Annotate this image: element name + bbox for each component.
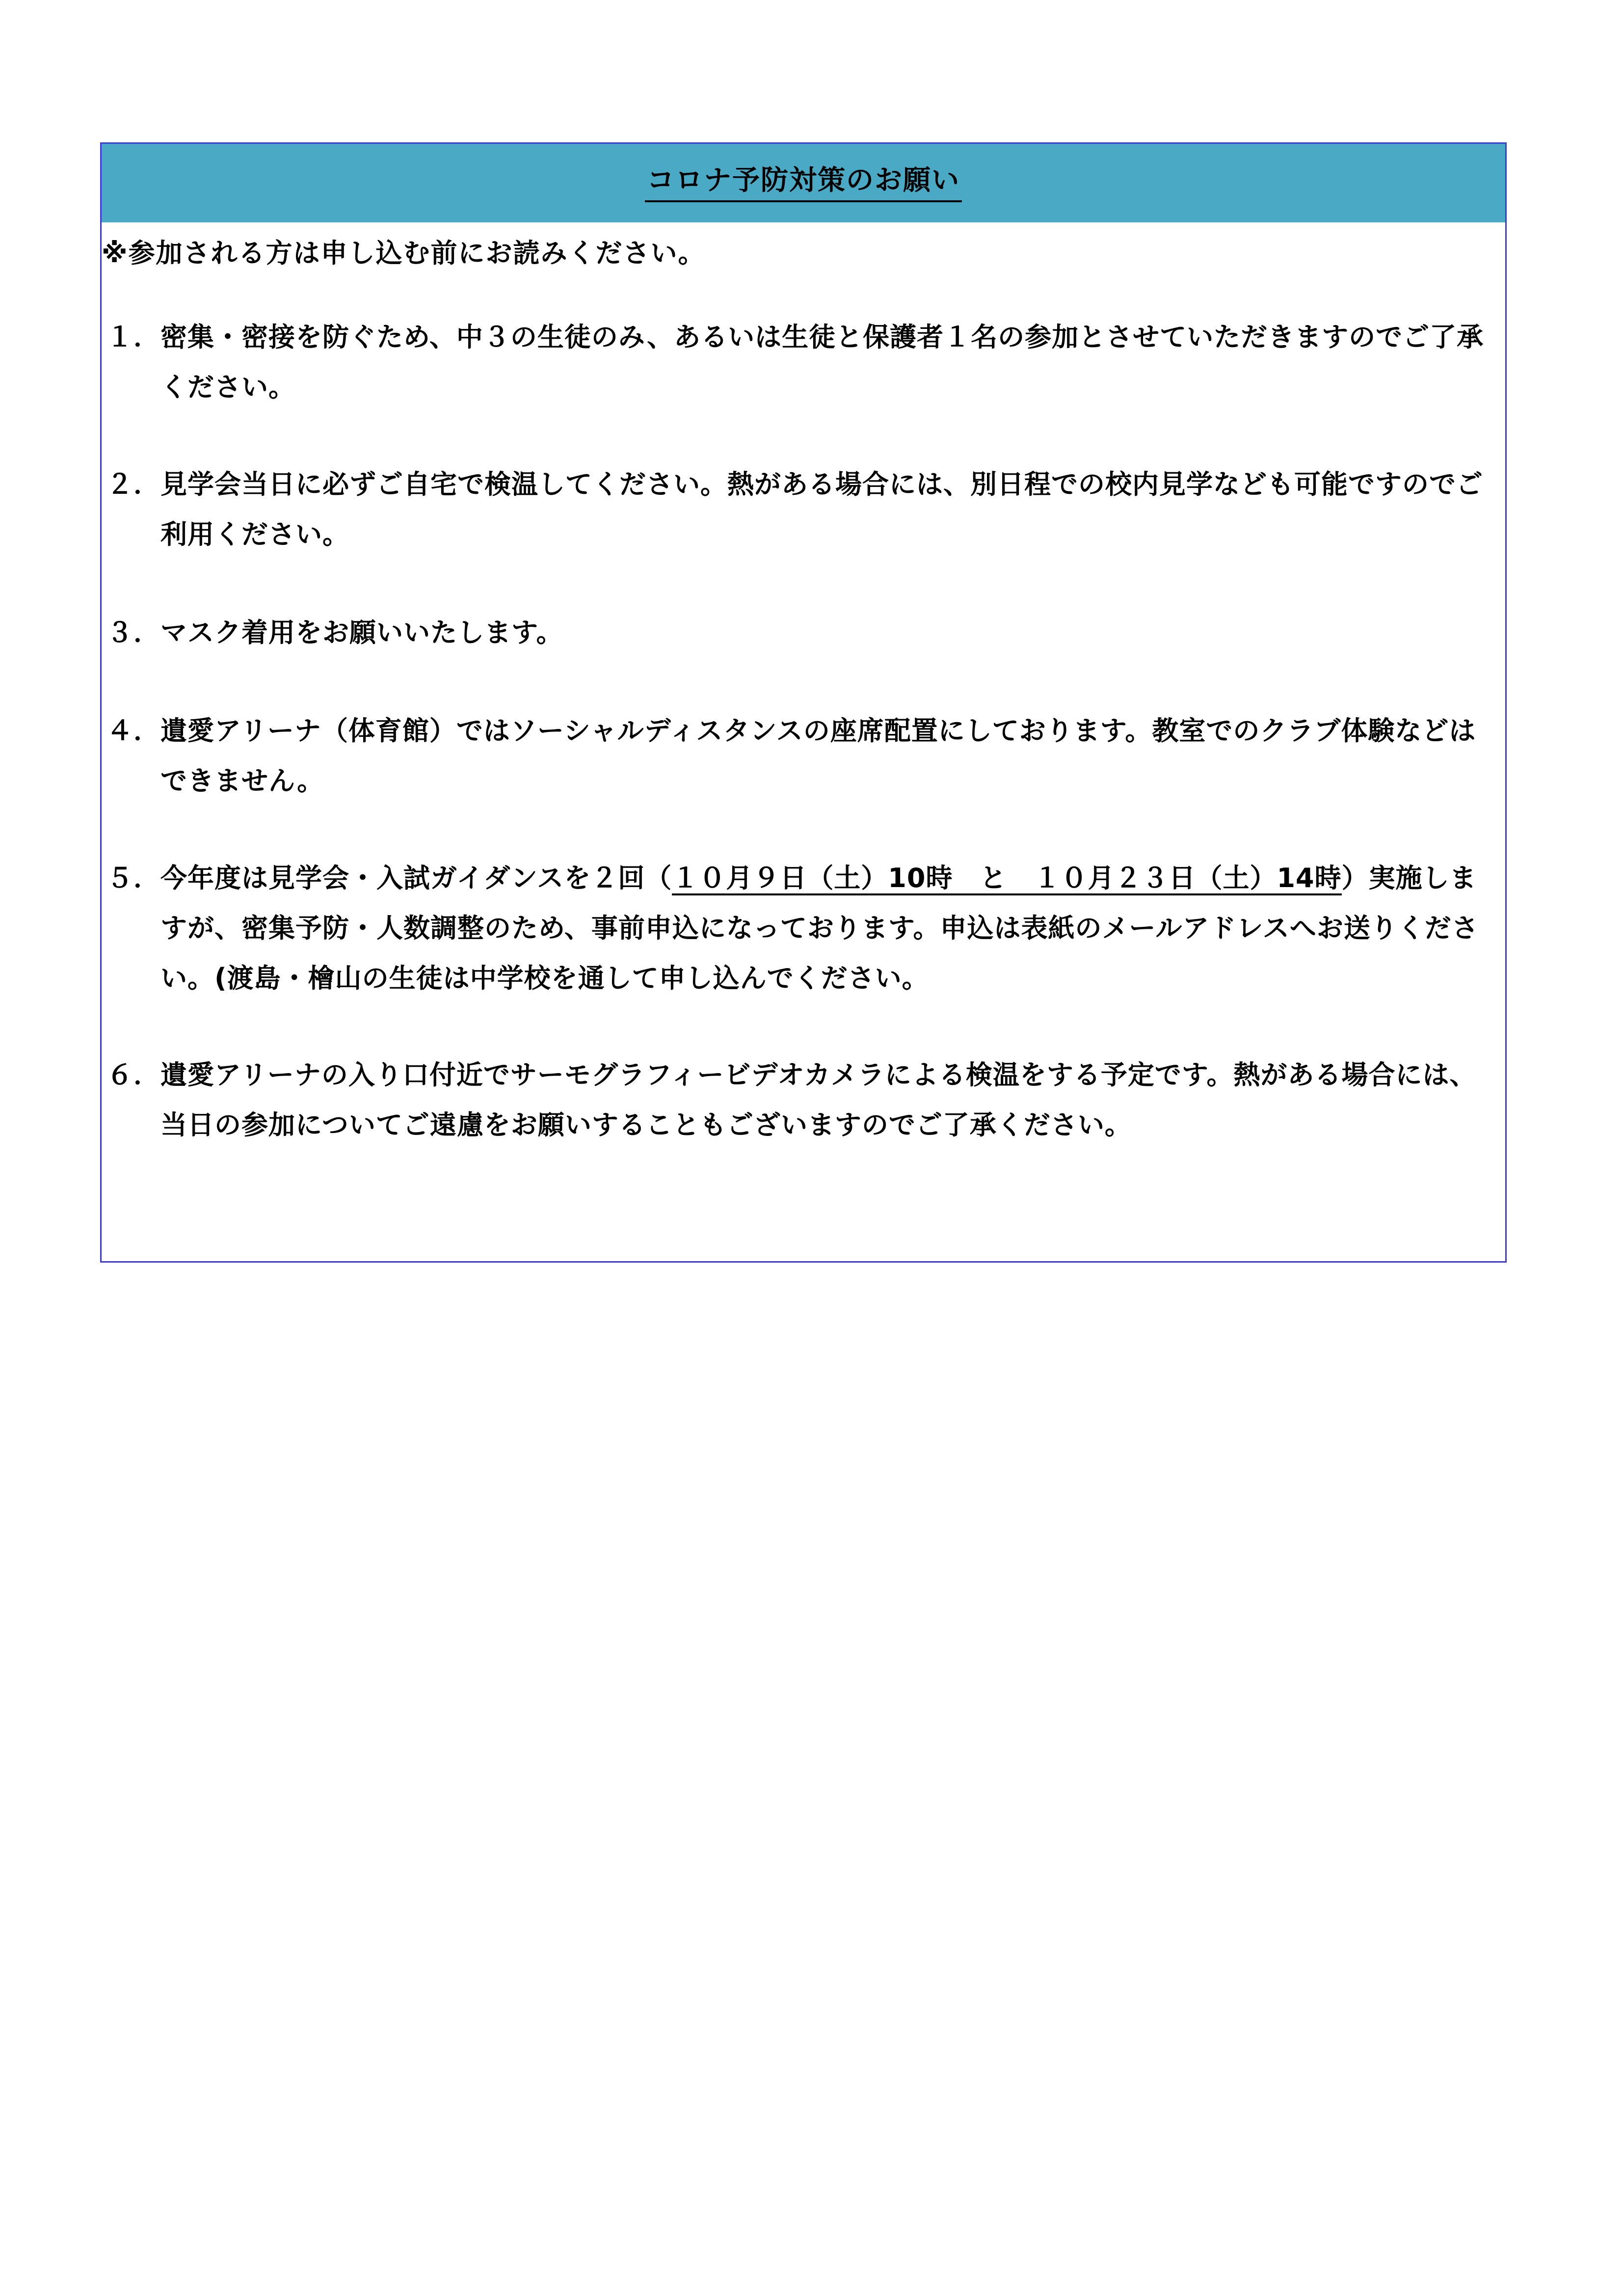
item-number: ６． bbox=[106, 1059, 160, 1090]
item-text: マスク着用をお願いいたします。 bbox=[160, 617, 563, 648]
notice-item-4 bbox=[106, 706, 1503, 806]
item-text: 遺愛アリーナの入り口付近でサーモグラフィービデオカメラによる検温をする予定です。熱がある場合には、当日の参加についてご遠慮をお願いすることもございますのでご了承ください。 bbox=[160, 1059, 1477, 1140]
notice-item-6 bbox=[106, 1050, 1503, 1150]
notice-box bbox=[100, 142, 1507, 1263]
item-number: ３． bbox=[106, 617, 160, 648]
notice-header bbox=[102, 144, 1505, 222]
item-number: ５． bbox=[106, 863, 160, 893]
event-dates-underlined: １０月９日（土）10時 と １０月２３日（土）14時 bbox=[672, 863, 1341, 895]
item-text-before: 今年度は見学会・入試ガイダンスを２回（ bbox=[160, 863, 672, 893]
notice-title: コロナ予防対策のお願い bbox=[645, 164, 962, 202]
intro-text: ※参加される方は申し込む前にお読みください。 bbox=[102, 238, 706, 269]
notice-item-5 bbox=[106, 853, 1503, 1003]
notice-item-2 bbox=[106, 459, 1503, 560]
item-number: ４． bbox=[106, 715, 160, 746]
notice-item-1 bbox=[106, 312, 1503, 412]
item-number: １． bbox=[106, 322, 160, 352]
item-text: 密集・密接を防ぐため、中３の生徒のみ、あるいは生徒と保護者１名の参加とさせていただきますのでご了承ください。 bbox=[160, 322, 1484, 403]
item-text: 見学会当日に必ずご自宅で検温してください。熱がある場合には、別日程での校内見学なども可能ですのでご利用ください。 bbox=[160, 469, 1483, 550]
item-text: 遺愛アリーナ（体育館）ではソーシャルディスタンスの座席配置にしております。教室でのクラブ体験などはできません。 bbox=[160, 715, 1476, 796]
item-text-after: ）実施しますが、密集予防・人数調整のため、事前申込になっております。申込は表紙のメールアドレスへお送りください。(渡島・檜山の生徒は中学校を通して申し込んでください。 bbox=[160, 863, 1479, 994]
notice-item-3 bbox=[106, 608, 1503, 658]
item-number: ２． bbox=[106, 469, 160, 500]
item-text bbox=[160, 853, 1503, 1003]
